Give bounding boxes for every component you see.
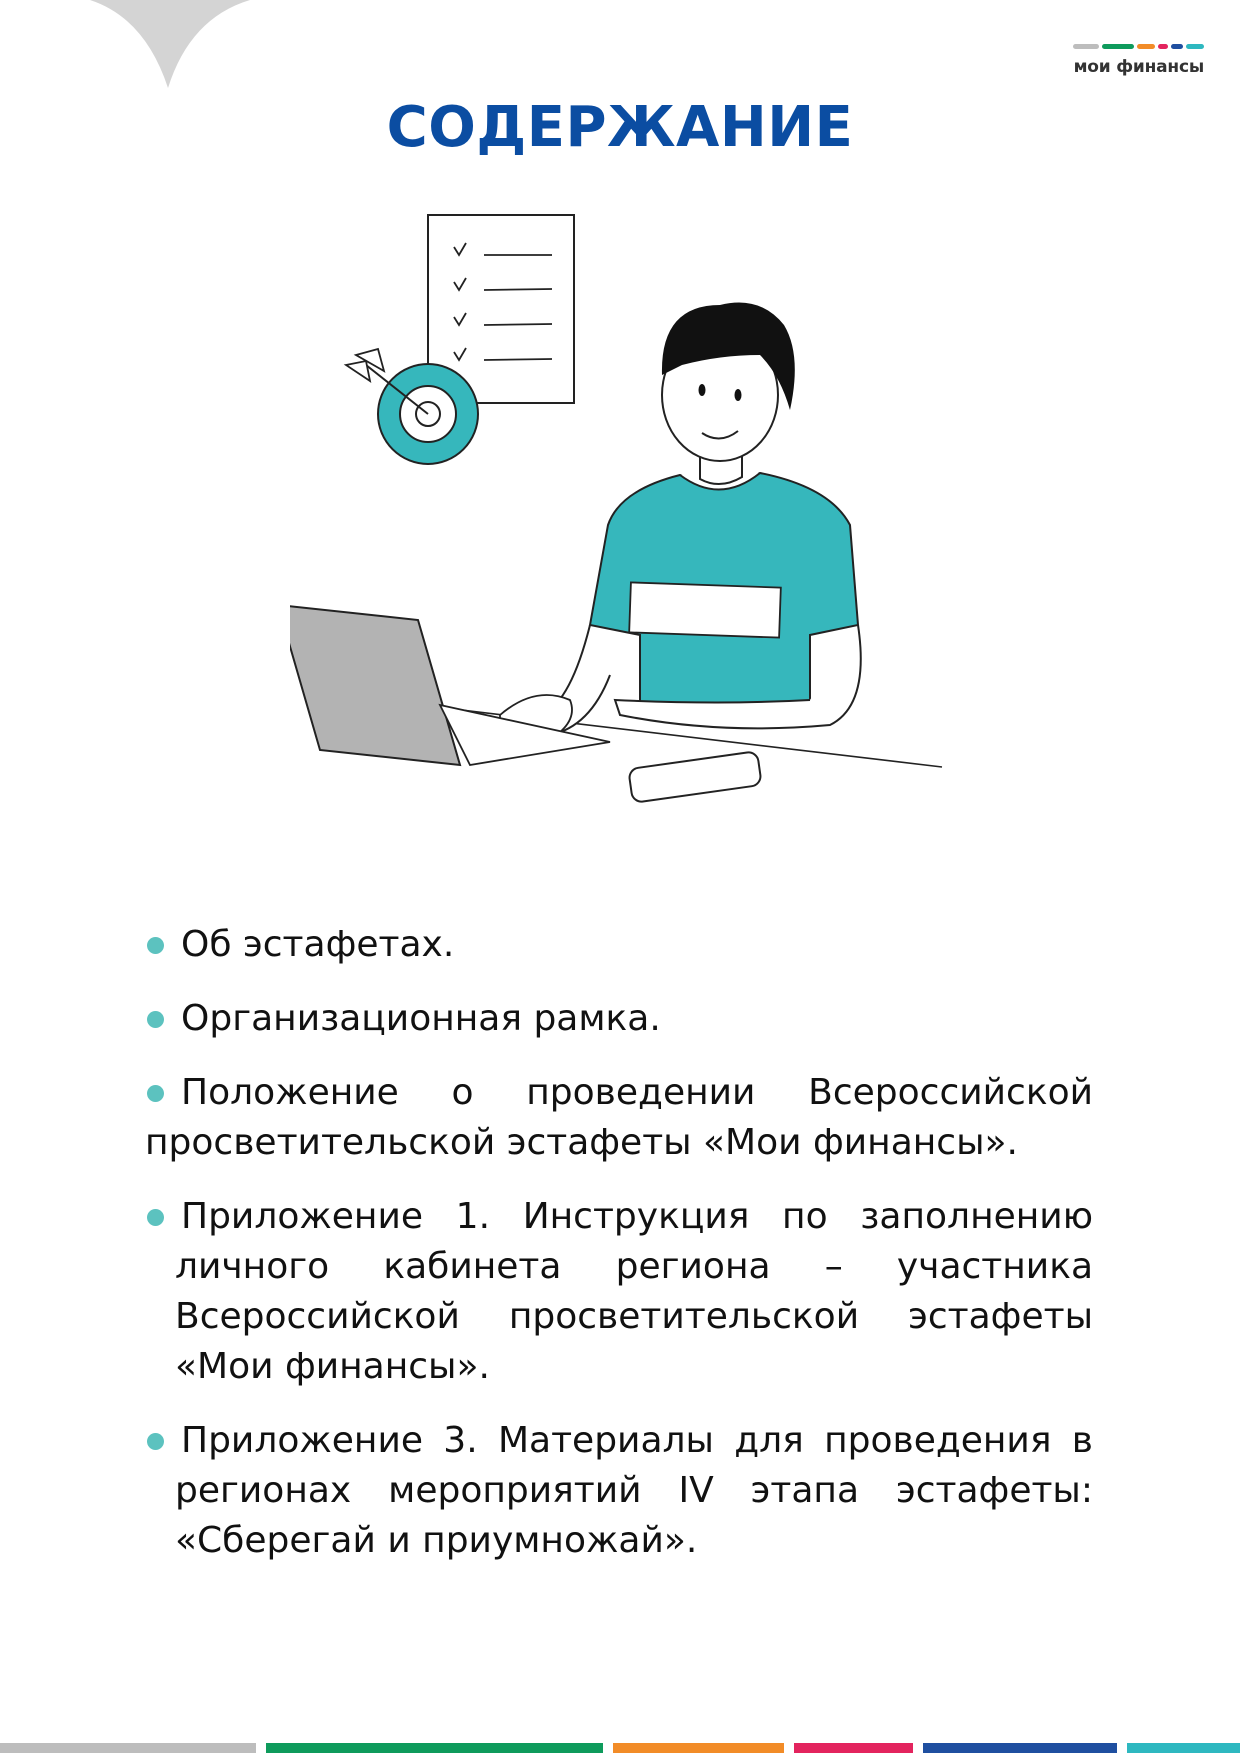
page-title: СОДЕРЖАНИЕ (386, 95, 854, 160)
bullet-icon (147, 1011, 164, 1028)
toc-item[interactable] (145, 1192, 1093, 1392)
toc-item-text: Приложение 1. Инструкция по заполнению личного кабинета региона – участника Всероссийской просветительской эстафеты «Мои финансы». (175, 1196, 1093, 1387)
toc-item-text: Приложение 3. Материалы для проведения в регионах мероприятий IV этапа эстафеты: «Сберегай и приумножай». (175, 1420, 1093, 1561)
toc-item-text: Организационная рамка. (181, 998, 661, 1039)
bullet-icon (147, 1433, 164, 1450)
phone-icon (628, 751, 761, 803)
toc-item[interactable] (145, 920, 1093, 970)
toc-item[interactable] (145, 994, 1093, 1044)
toc-item[interactable] (145, 1068, 1093, 1168)
bullet-icon (147, 1085, 164, 1102)
corner-decoration (90, 0, 250, 90)
footer-color-bar (0, 1743, 1240, 1753)
table-of-contents (145, 920, 1093, 1590)
laptop-icon (290, 605, 610, 765)
illustration (290, 205, 950, 825)
toc-item[interactable] (145, 1416, 1093, 1566)
bullet-icon (147, 937, 164, 954)
logo-color-bar (1054, 44, 1204, 49)
toc-item-text: Положение о проведении Всероссийской просветительской эстафеты «Мои финансы». (145, 1072, 1093, 1163)
logo-text: мои финансы (1073, 57, 1204, 77)
brand-logo (1054, 44, 1204, 77)
bullet-icon (147, 1209, 164, 1226)
toc-item-text: Об эстафетах. (181, 924, 455, 965)
